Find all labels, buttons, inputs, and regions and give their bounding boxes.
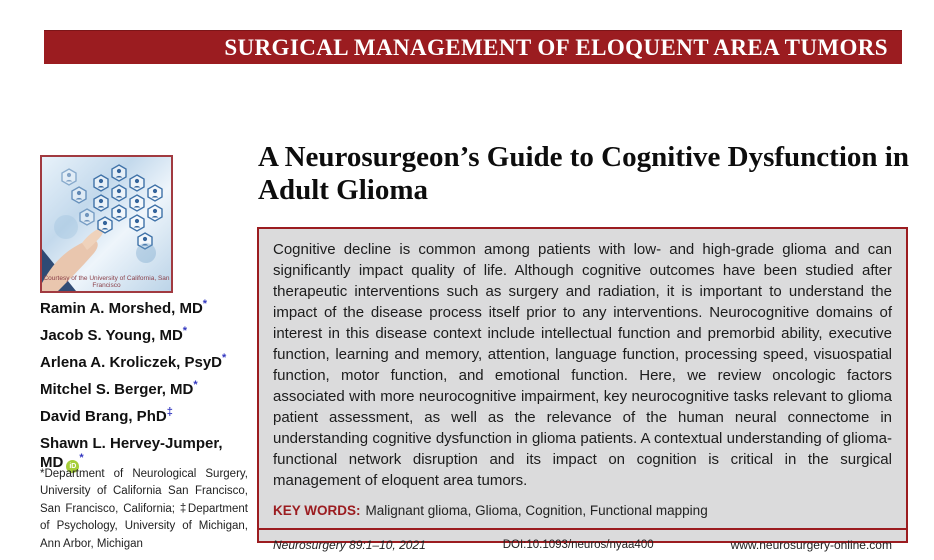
author-name: Arlena A. Kroliczek, PsyD* [40, 352, 227, 371]
affiliation-marker: ‡ [166, 406, 173, 418]
article-title: A Neurosurgeon’s Guide to Cognitive Dysfunction in Adult Glioma [258, 141, 909, 206]
orcid-icon[interactable]: iD [66, 460, 79, 473]
author-name: David Brang, PhD‡ [40, 406, 173, 425]
article-photo [40, 155, 173, 293]
author-name: Jacob S. Young, MD* [40, 325, 188, 344]
affiliation-marker: * [182, 325, 188, 337]
journal-citation: Neurosurgery 89:1–10, 2021 [273, 538, 426, 552]
photo-credit: Courtesy of the University of California, San Francisco [43, 275, 170, 289]
author-name: Shawn L. Hervey-Jumper, MD iD* [40, 435, 223, 471]
keywords-line [273, 503, 892, 518]
affiliation-marker: * [79, 452, 84, 464]
network-hand-illustration [42, 157, 171, 291]
author-list [40, 299, 246, 481]
affiliation-marker: * [202, 298, 208, 310]
affiliations-note: *Department of Neurological Surgery, University of California San Francisco, San Francisco, California; ‡Department of Psychology, University of Michigan, Ann Arbor, Michigan [40, 468, 248, 550]
keywords-label: KEY WORDS: [273, 503, 361, 518]
journal-website-link[interactable]: www.neurosurgery-online.com [730, 538, 892, 552]
banner-title: SURGICAL MANAGEMENT OF ELOQUENT AREA TUMORS [224, 34, 888, 60]
article-footer [259, 530, 906, 552]
abstract-paragraph: Cognitive decline is common among patients with low- and high-grade glioma and can significantly impact quality of life. Although cognitive outcomes have been studied after therapeutic interventions such as surgery and radiation, it is important to understand the impact of the disease process itself prior to any interventions. Neurocognitive domains of interest in this disease context include intellectual function and premorbid ability, executive function, learning and memory, attention, language function, processing speed, visuospatial function, motor function, and emotional function. Here, we review oncologic factors associated with more neurocognitive impairment, key neurocognitive tasks relevant to glioma patient assessment, as well as the relevance of the human neural connectome in understanding cognitive dysfunction in glioma patients. A contextual understanding of glioma-functional network disruption and its impact on cognition is critical in the surgical management of eloquent area tumors. [273, 241, 892, 489]
affiliation-marker: * [193, 379, 198, 391]
author-name: Ramin A. Morshed, MD* [40, 298, 208, 317]
abstract-box [257, 227, 908, 552]
doi-text: DOI:10.1093/neuros/nyaa400 [502, 539, 654, 551]
author-name: Mitchel S. Berger, MD* [40, 379, 198, 398]
journal-section-banner [44, 30, 902, 64]
keywords-text: Malignant glioma, Glioma, Cognition, Functional mapping [365, 503, 708, 518]
affiliation-marker: * [222, 352, 227, 364]
